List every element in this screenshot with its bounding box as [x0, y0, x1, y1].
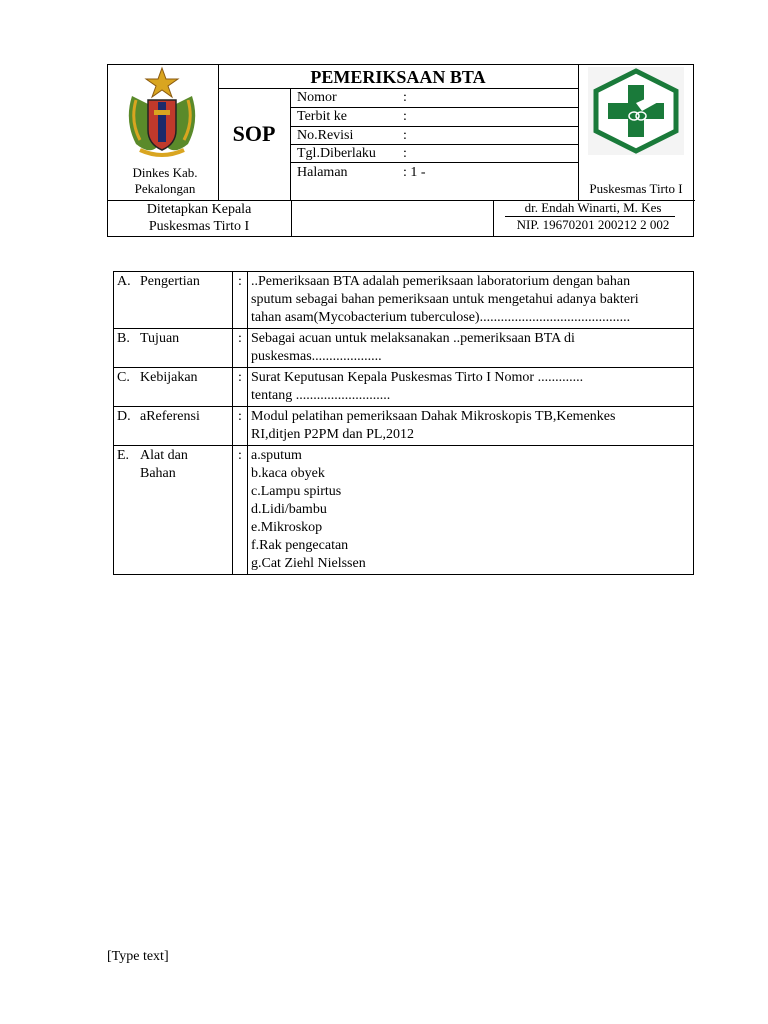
- meta-row-tgl: [297, 145, 376, 163]
- section-letter: C.: [117, 370, 130, 385]
- section-content: [248, 368, 694, 407]
- meta-label: Terbit ke: [297, 109, 347, 124]
- content-line: sputum sebagai bahan pemeriksaan untuk mengetahui adanya bakteri: [251, 292, 639, 307]
- org-name: [113, 165, 217, 197]
- puskesmas-logo-icon: [588, 67, 684, 155]
- equipment-list: [251, 447, 690, 573]
- section-label: aReferensi: [140, 409, 200, 424]
- sop-label: SOP: [232, 121, 276, 146]
- section-label-cell: [114, 272, 233, 329]
- org-name-line2: Pekalongan: [134, 181, 196, 196]
- ditetapkan-block: [108, 201, 290, 235]
- section-label: Kebijakan: [140, 370, 198, 385]
- section-label: Pengertian: [140, 274, 200, 289]
- table-row: [114, 368, 694, 407]
- meta-label: Tgl.Diberlaku: [297, 146, 376, 161]
- pekalongan-regency-emblem-icon: [122, 66, 202, 162]
- meta-row-revisi: [297, 127, 353, 145]
- section-label-cell: [114, 329, 233, 368]
- content-line: tahan asam(Mycobacterium tuberculose)...........................................: [251, 310, 631, 325]
- section-label: [140, 447, 188, 483]
- content-line: ..Pemeriksaan BTA adalah pemeriksaan laboratorium dengan bahan: [251, 274, 631, 289]
- list-item: b.kaca obyek: [251, 466, 325, 481]
- list-item: c.Lampu spirtus: [251, 484, 342, 499]
- section-separator: :: [233, 407, 248, 446]
- sop-content-table: [113, 271, 694, 575]
- table-row: [114, 272, 694, 329]
- ditetapkan-line1: Ditetapkan Kepala: [146, 202, 252, 217]
- section-content: [248, 446, 694, 575]
- section-label-line2: Bahan: [140, 466, 176, 481]
- section-letter: A.: [117, 274, 131, 289]
- meta-row-nomor: [297, 89, 337, 107]
- section-label-cell: [114, 368, 233, 407]
- content-line: Modul pelatihan pemeriksaan Dahak Mikroskopis TB,Kemenkes: [251, 409, 616, 424]
- content-line: Surat Keputusan Kepala Puskesmas Tirto I Nomor .............: [251, 370, 584, 385]
- section-content: [248, 329, 694, 368]
- section-label-cell: [114, 407, 233, 446]
- content-line: RI,ditjen P2PM dan PL,2012: [251, 427, 414, 442]
- table-row: [114, 329, 694, 368]
- signer-nip: NIP. 19670201 200212 2 002: [516, 217, 670, 232]
- puskesmas-name: Puskesmas Tirto I: [589, 181, 683, 196]
- list-item: g.Cat Ziehl Nielssen: [251, 556, 366, 571]
- footer-placeholder-text: [Type text]: [107, 949, 169, 964]
- section-letter: D.: [117, 409, 131, 424]
- section-letter: E.: [117, 448, 130, 463]
- meta-label: Halaman: [297, 165, 348, 180]
- section-content: [248, 272, 694, 329]
- meta-row-halaman: [297, 164, 348, 182]
- content-line: tentang ...........................: [251, 388, 391, 403]
- section-content: [248, 407, 694, 446]
- section-letter: B.: [117, 331, 130, 346]
- list-item: f.Rak pengecatan: [251, 538, 349, 553]
- meta-sep: :: [403, 109, 407, 124]
- ditetapkan-line2: Puskesmas Tirto I: [148, 219, 250, 234]
- meta-sep: :: [403, 128, 407, 143]
- content-line: puskesmas....................: [251, 349, 382, 364]
- meta-sep: : 1 -: [403, 165, 426, 180]
- section-label: Tujuan: [140, 331, 180, 346]
- meta-row-terbit: [297, 108, 347, 126]
- section-separator: :: [233, 329, 248, 368]
- org-name-line1: Dinkes Kab.: [132, 165, 198, 180]
- table-row: [114, 407, 694, 446]
- section-label-line1: Alat dan: [140, 448, 188, 463]
- list-item: e.Mikroskop: [251, 520, 323, 535]
- section-label-cell: [114, 446, 233, 575]
- meta-label: Nomor: [297, 90, 337, 105]
- table-row: [114, 446, 694, 575]
- section-separator: :: [233, 272, 248, 329]
- meta-sep: :: [403, 146, 407, 161]
- document-title: PEMERIKSAAN BTA: [310, 67, 486, 87]
- meta-label: No.Revisi: [297, 128, 354, 143]
- list-item: d.Lidi/bambu: [251, 502, 327, 517]
- section-separator: :: [233, 446, 248, 575]
- signer-name: dr. Endah Winarti, M. Kes: [524, 200, 662, 215]
- list-item: a.sputum: [251, 448, 302, 463]
- section-separator: :: [233, 368, 248, 407]
- meta-sep: :: [403, 90, 407, 105]
- content-line: Sebagai acuan untuk melaksanakan ..pemeriksaan BTA di: [251, 331, 575, 346]
